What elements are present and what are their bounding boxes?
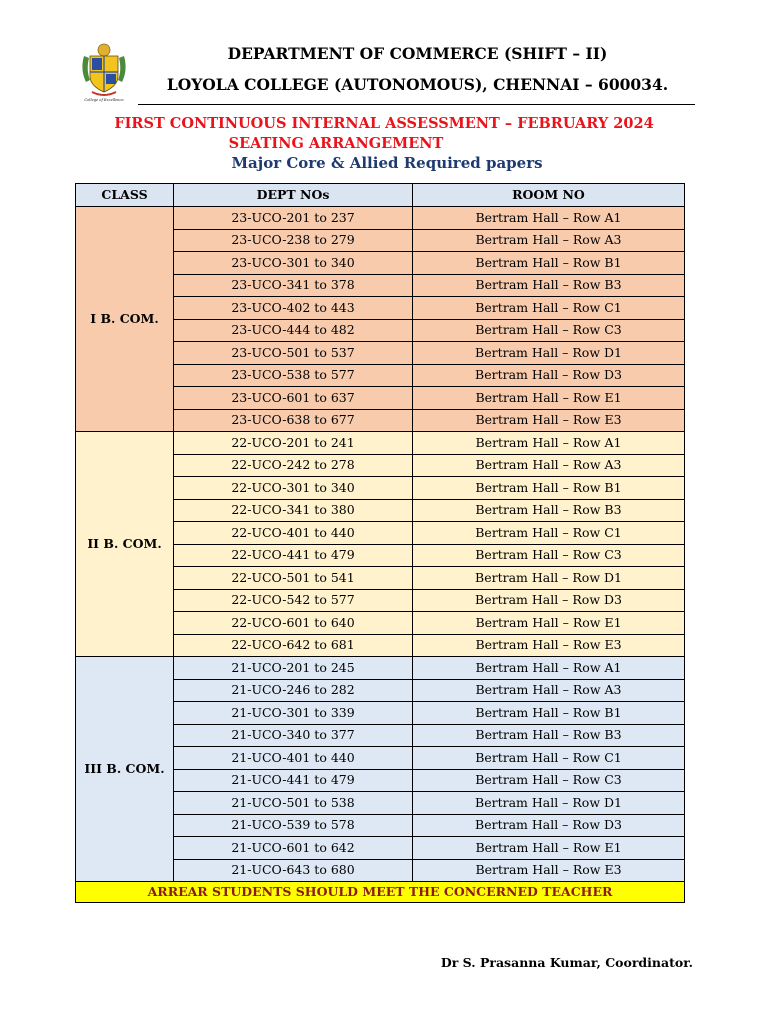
dept-range-cell: 23-UCO-638 to 677 — [174, 409, 413, 432]
room-cell: Bertram Hall – Row D3 — [413, 364, 685, 387]
room-cell: Bertram Hall – Row A1 — [413, 657, 685, 680]
room-cell: Bertram Hall – Row C1 — [413, 522, 685, 545]
column-header-class: CLASS — [76, 184, 174, 207]
room-cell: Bertram Hall – Row C1 — [413, 747, 685, 770]
dept-range-cell: 22-UCO-341 to 380 — [174, 499, 413, 522]
class-cell: I B. COM. — [76, 207, 174, 432]
dept-range-cell: 21-UCO-441 to 479 — [174, 769, 413, 792]
room-cell: Bertram Hall – Row A1 — [413, 207, 685, 230]
room-cell: Bertram Hall – Row C3 — [413, 769, 685, 792]
papers-subtitle: Major Core & Allied Required papers — [231, 154, 543, 172]
dept-range-cell: 22-UCO-642 to 681 — [174, 634, 413, 657]
dept-range-cell: 23-UCO-402 to 443 — [174, 297, 413, 320]
room-cell: Bertram Hall – Row B1 — [413, 252, 685, 275]
dept-range-cell: 22-UCO-501 to 541 — [174, 567, 413, 590]
dept-range-cell: 22-UCO-441 to 479 — [174, 544, 413, 567]
dept-range-cell: 23-UCO-201 to 237 — [174, 207, 413, 230]
dept-range-cell: 23-UCO-501 to 537 — [174, 342, 413, 365]
college-heading: LOYOLA COLLEGE (AUTONOMOUS), CHENNAI – 600034. — [166, 75, 669, 94]
dept-range-cell: 23-UCO-601 to 637 — [174, 387, 413, 410]
room-cell: Bertram Hall – Row D1 — [413, 342, 685, 365]
dept-range-cell: 21-UCO-601 to 642 — [174, 837, 413, 860]
room-cell: Bertram Hall – Row B1 — [413, 477, 685, 500]
dept-range-cell: 23-UCO-301 to 340 — [174, 252, 413, 275]
dept-range-cell: 21-UCO-539 to 578 — [174, 814, 413, 837]
room-cell: Bertram Hall – Row E3 — [413, 859, 685, 882]
table-body — [76, 207, 685, 882]
table-row — [76, 207, 685, 230]
dept-range-cell: 21-UCO-501 to 538 — [174, 792, 413, 815]
room-cell: Bertram Hall – Row E1 — [413, 837, 685, 860]
column-header-dept: DEPT NOs — [174, 184, 413, 207]
room-cell: Bertram Hall – Row C3 — [413, 544, 685, 567]
dept-range-cell: 21-UCO-246 to 282 — [174, 679, 413, 702]
note-row — [76, 882, 685, 903]
dept-range-cell: 23-UCO-341 to 378 — [174, 274, 413, 297]
room-cell: Bertram Hall – Row C3 — [413, 319, 685, 342]
room-cell: Bertram Hall – Row A3 — [413, 229, 685, 252]
class-cell: II B. COM. — [76, 432, 174, 657]
dept-range-cell: 22-UCO-242 to 278 — [174, 454, 413, 477]
dept-range-cell: 21-UCO-340 to 377 — [174, 724, 413, 747]
room-cell: Bertram Hall – Row E3 — [413, 409, 685, 432]
room-cell: Bertram Hall – Row B3 — [413, 724, 685, 747]
dept-range-cell: 21-UCO-201 to 245 — [174, 657, 413, 680]
room-cell: Bertram Hall – Row B3 — [413, 274, 685, 297]
room-cell: Bertram Hall – Row A3 — [413, 454, 685, 477]
room-cell: Bertram Hall – Row E1 — [413, 387, 685, 410]
logo-motto: College of Excellence — [84, 98, 124, 102]
room-cell: Bertram Hall – Row E3 — [413, 634, 685, 657]
room-cell: Bertram Hall – Row C1 — [413, 297, 685, 320]
coordinator-signature: Dr S. Prasanna Kumar, Coordinator. — [440, 955, 693, 970]
college-crest-icon — [78, 42, 130, 102]
dept-range-cell: 22-UCO-542 to 577 — [174, 589, 413, 612]
room-cell: Bertram Hall – Row A3 — [413, 679, 685, 702]
header-rule — [138, 104, 695, 105]
seating-table — [75, 183, 685, 903]
dept-range-cell: 21-UCO-643 to 680 — [174, 859, 413, 882]
dept-range-cell: 22-UCO-301 to 340 — [174, 477, 413, 500]
room-cell: Bertram Hall – Row E1 — [413, 612, 685, 635]
dept-range-cell: 23-UCO-444 to 482 — [174, 319, 413, 342]
room-cell: Bertram Hall – Row D1 — [413, 792, 685, 815]
arrear-note: ARREAR STUDENTS SHOULD MEET THE CONCERNED TEACHER — [76, 882, 685, 903]
class-cell: III B. COM. — [76, 657, 174, 882]
room-cell: Bertram Hall – Row B3 — [413, 499, 685, 522]
dept-range-cell: 22-UCO-601 to 640 — [174, 612, 413, 635]
room-cell: Bertram Hall – Row D1 — [413, 567, 685, 590]
dept-range-cell: 22-UCO-401 to 440 — [174, 522, 413, 545]
room-cell: Bertram Hall – Row B1 — [413, 702, 685, 725]
exam-title: FIRST CONTINUOUS INTERNAL ASSESSMENT – FEBRUARY 2024 — [114, 115, 654, 132]
dept-range-cell: 23-UCO-238 to 279 — [174, 229, 413, 252]
table-row — [76, 657, 685, 680]
column-header-room: ROOM NO — [413, 184, 685, 207]
room-cell: Bertram Hall – Row D3 — [413, 589, 685, 612]
dept-range-cell: 22-UCO-201 to 241 — [174, 432, 413, 455]
table-row — [76, 432, 685, 455]
room-cell: Bertram Hall – Row D3 — [413, 814, 685, 837]
seating-title: SEATING ARRANGEMENT — [228, 135, 444, 152]
table-header-row — [76, 184, 685, 207]
dept-range-cell: 23-UCO-538 to 577 — [174, 364, 413, 387]
room-cell: Bertram Hall – Row A1 — [413, 432, 685, 455]
dept-range-cell: 21-UCO-401 to 440 — [174, 747, 413, 770]
department-heading: DEPARTMENT OF COMMERCE (SHIFT – II) — [227, 44, 608, 63]
dept-range-cell: 21-UCO-301 to 339 — [174, 702, 413, 725]
